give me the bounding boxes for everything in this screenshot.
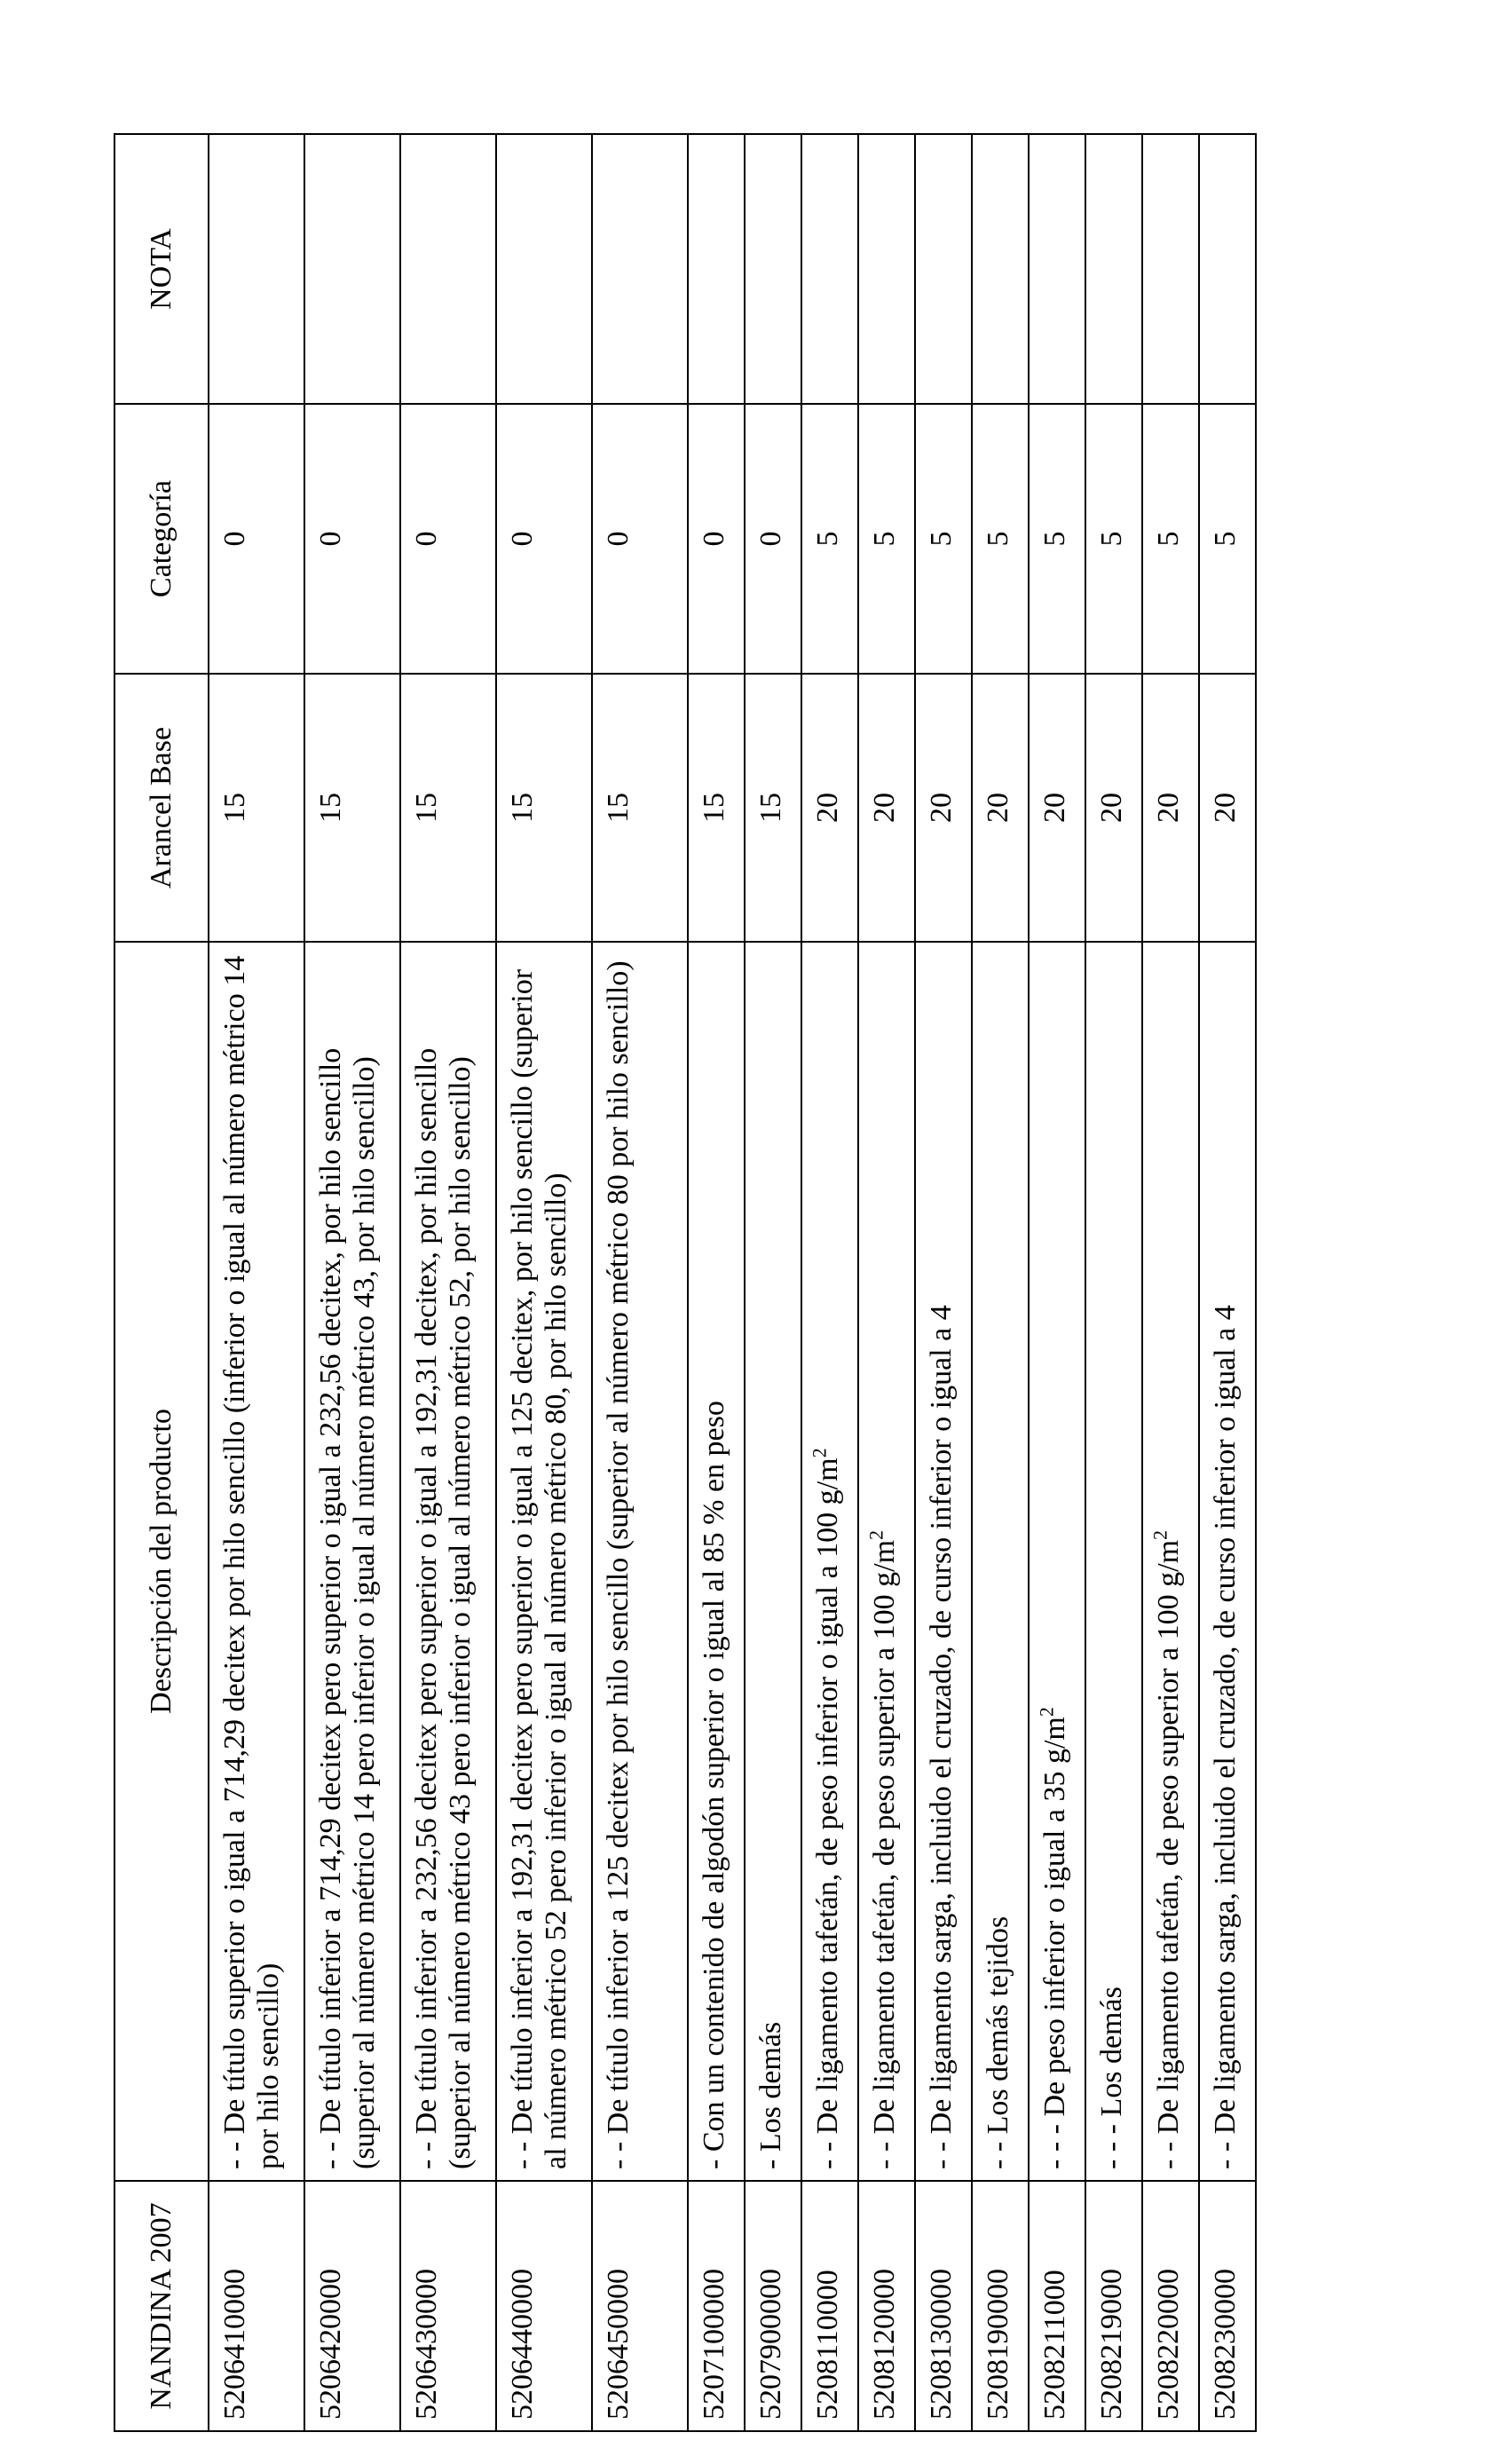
description-cell <box>915 942 972 2181</box>
categoria-cell: 0 <box>688 404 745 674</box>
table-row <box>1199 134 1256 2431</box>
description-cell <box>209 942 304 2181</box>
code-cell: 5206440000 <box>496 2181 592 2431</box>
categoria-cell: 5 <box>915 404 972 674</box>
nota-cell <box>304 134 400 404</box>
description-text: - - Los demás tejidos <box>982 1915 1014 2169</box>
code-cell: 5208120000 <box>858 2181 915 2431</box>
arancel-cell: 15 <box>496 674 592 942</box>
description-text: - Los demás <box>754 2021 787 2169</box>
nota-cell <box>972 134 1029 404</box>
header-categoria: Categoría <box>114 404 209 674</box>
categoria-cell: 0 <box>496 404 592 674</box>
table-row <box>745 134 801 2431</box>
header-nota: NOTA <box>114 134 209 404</box>
table-row <box>1085 134 1142 2431</box>
description-cell <box>972 942 1029 2181</box>
table-row <box>592 134 688 2431</box>
arancel-cell: 15 <box>688 674 745 942</box>
table-row <box>400 134 496 2431</box>
description-text: - - De título inferior a 232,56 decitex pero superior o igual a 192,31 decitex, por hilo sencillo (superior al número métrico 43 pero inferior o igual al número métrico 52, por hilo sencillo) <box>410 1047 477 2169</box>
table-row <box>915 134 972 2431</box>
nota-cell <box>209 134 304 404</box>
categoria-cell: 5 <box>801 404 858 674</box>
description-text: - - De ligamento tafetán, de peso superior a 100 g/m <box>868 1539 901 2169</box>
description-cell <box>496 942 592 2181</box>
description-cell <box>1085 942 1142 2181</box>
categoria-cell: 5 <box>1085 404 1142 674</box>
table-body <box>209 134 1256 2431</box>
description-cell <box>1142 942 1199 2181</box>
nota-cell <box>801 134 858 404</box>
description-cell <box>304 942 400 2181</box>
table-row <box>496 134 592 2431</box>
nota-cell <box>915 134 972 404</box>
nota-cell <box>745 134 801 404</box>
categoria-cell: 0 <box>592 404 688 674</box>
arancel-cell: 15 <box>745 674 801 942</box>
table-row <box>801 134 858 2431</box>
description-text: - - De título inferior a 714,29 decitex pero superior o igual a 232,56 decitex, por hilo sencillo (superior al número métrico 14 pero inferior o igual al número métrico 43, por hilo sencillo) <box>314 1047 382 2169</box>
categoria-cell: 5 <box>1142 404 1199 674</box>
superscript: 2 <box>808 1448 831 1458</box>
superscript: 2 <box>1148 1529 1172 1540</box>
table-row <box>1142 134 1199 2431</box>
arancel-cell: 20 <box>801 674 858 942</box>
description-text: - - De ligamento tafetán, de peso superior a 100 g/m <box>1152 1539 1185 2169</box>
code-cell: 5207900000 <box>745 2181 801 2431</box>
nota-cell <box>1085 134 1142 404</box>
tariff-table <box>114 133 1257 2432</box>
description-text: - - De ligamento sarga, incluido el cruzado, de curso inferior o igual a 4 <box>1209 1305 1242 2169</box>
nota-cell <box>858 134 915 404</box>
arancel-cell: 20 <box>1199 674 1256 942</box>
categoria-cell: 5 <box>1029 404 1085 674</box>
code-cell: 5208211000 <box>1029 2181 1085 2431</box>
categoria-cell: 0 <box>304 404 400 674</box>
header-arancel-base: Arancel Base <box>114 674 209 942</box>
nota-cell <box>1142 134 1199 404</box>
code-cell: 5208220000 <box>1142 2181 1199 2431</box>
arancel-cell: 20 <box>858 674 915 942</box>
superscript: 2 <box>1035 1707 1058 1718</box>
arancel-cell: 15 <box>592 674 688 942</box>
table-row <box>209 134 304 2431</box>
description-cell <box>1029 942 1085 2181</box>
code-cell: 5207100000 <box>688 2181 745 2431</box>
nota-cell <box>496 134 592 404</box>
description-cell <box>745 942 801 2181</box>
superscript: 2 <box>864 1529 888 1540</box>
description-text: - - De título inferior a 192,31 decitex pero superior o igual a 125 decitex, por hilo sencillo (superior al número métrico 52 pero inferior o igual al número métrico 80, por hilo sencillo) <box>506 968 573 2169</box>
description-text: - Con un contenido de algodón superior o igual al 85 % en peso <box>698 1401 730 2169</box>
categoria-cell: 5 <box>972 404 1029 674</box>
arancel-cell: 15 <box>209 674 304 942</box>
code-cell: 5208190000 <box>972 2181 1029 2431</box>
description-text: - - De título superior o igual a 714,29 decitex por hilo sencillo (inferior o igual al número métrico 14 por hilo sencillo) <box>218 955 286 2169</box>
arancel-cell: 20 <box>915 674 972 942</box>
header-nandina: NANDINA 2007 <box>114 2181 209 2431</box>
categoria-cell: 0 <box>209 404 304 674</box>
arancel-cell: 15 <box>400 674 496 942</box>
arancel-cell: 15 <box>304 674 400 942</box>
arancel-cell: 20 <box>972 674 1029 942</box>
description-text: - - - Los demás <box>1095 1986 1128 2169</box>
table-row <box>1029 134 1085 2431</box>
categoria-cell: 0 <box>745 404 801 674</box>
description-cell <box>1199 942 1256 2181</box>
code-cell: 5206410000 <box>209 2181 304 2431</box>
header-row <box>114 134 209 2431</box>
code-cell: 5208110000 <box>801 2181 858 2431</box>
header-description: Descripción del producto <box>114 942 209 2181</box>
nota-cell <box>400 134 496 404</box>
categoria-cell: 0 <box>400 404 496 674</box>
code-cell: 5208219000 <box>1085 2181 1142 2431</box>
table-row <box>858 134 915 2431</box>
nota-cell <box>592 134 688 404</box>
table-row <box>304 134 400 2431</box>
categoria-cell: 5 <box>858 404 915 674</box>
code-cell: 5208130000 <box>915 2181 972 2431</box>
arancel-cell: 20 <box>1029 674 1085 942</box>
description-text: - - De ligamento tafetán, de peso inferior o igual a 100 g/m <box>811 1457 844 2169</box>
categoria-cell: 5 <box>1199 404 1256 674</box>
description-cell <box>400 942 496 2181</box>
arancel-cell: 20 <box>1085 674 1142 942</box>
description-cell <box>801 942 858 2181</box>
description-cell <box>592 942 688 2181</box>
description-text: - - De título inferior a 125 decitex por hilo sencillo (superior al número métrico 80 por hilo sencillo) <box>602 960 635 2169</box>
nota-cell <box>1199 134 1256 404</box>
code-cell: 5208230000 <box>1199 2181 1256 2431</box>
description-cell <box>858 942 915 2181</box>
nota-cell <box>1029 134 1085 404</box>
description-text: - - - De peso inferior o igual a 35 g/m <box>1038 1717 1071 2169</box>
code-cell: 5206450000 <box>592 2181 688 2431</box>
table-row <box>688 134 745 2431</box>
arancel-cell: 20 <box>1142 674 1199 942</box>
code-cell: 5206430000 <box>400 2181 496 2431</box>
code-cell: 5206420000 <box>304 2181 400 2431</box>
nota-cell <box>688 134 745 404</box>
description-text: - - De ligamento sarga, incluido el cruzado, de curso inferior o igual a 4 <box>925 1305 958 2169</box>
table-row <box>972 134 1029 2431</box>
description-cell <box>688 942 745 2181</box>
